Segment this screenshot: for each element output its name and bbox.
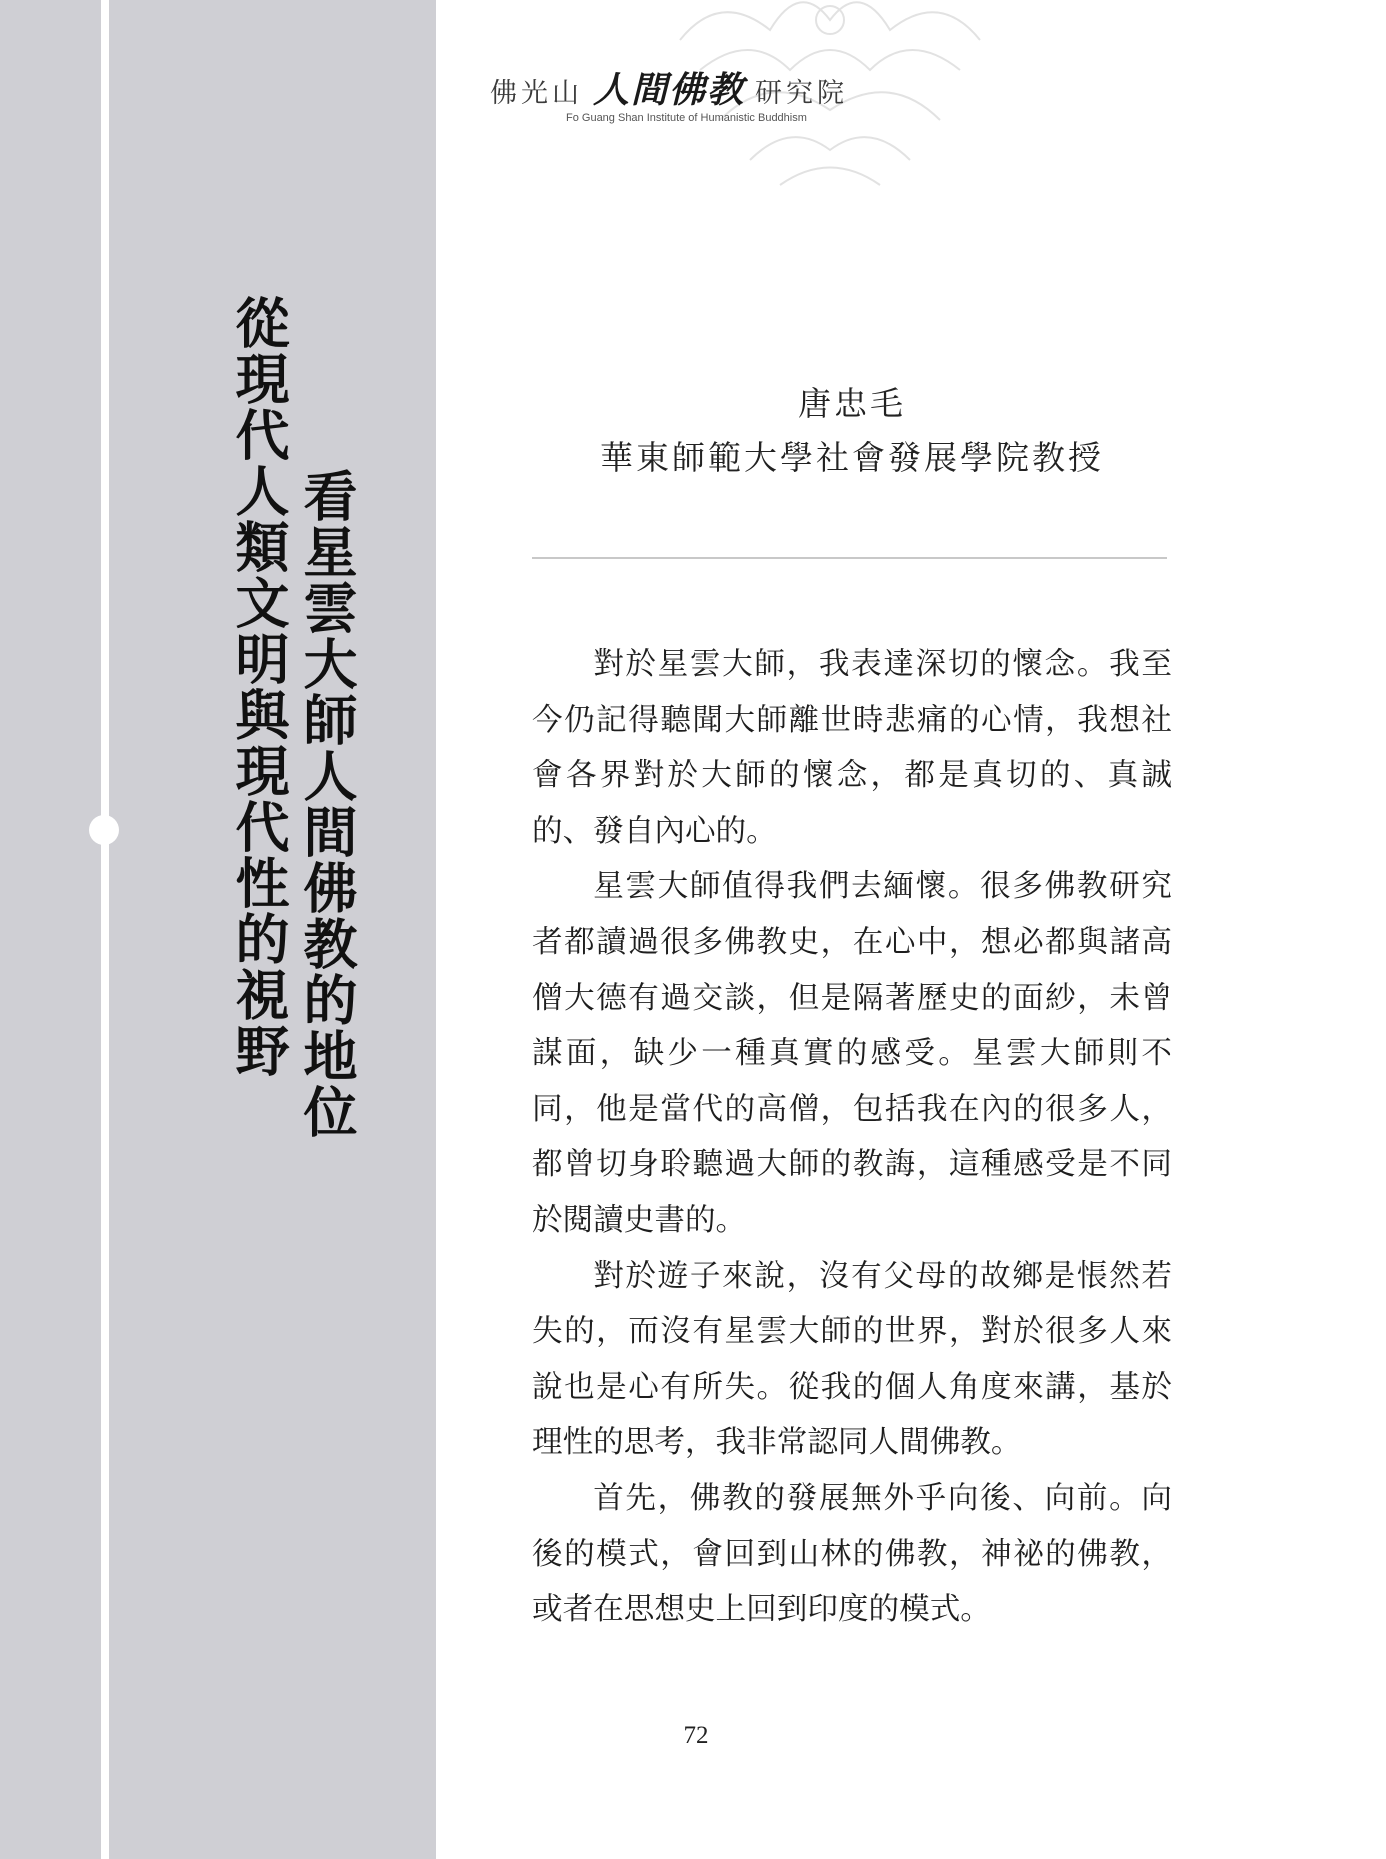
paragraph: 星雲大師值得我們去緬懷。很多佛教研究者都讀過很多佛教史，在心中，想必都與諸高僧大德有過交談，但是隔著歷史的面紗，未曾謀面，缺少一種真實的感受。星雲大師則不同，他是當代的高僧，包括我在內的很多人，都曾切身聆聽過大師的教誨，這種感受是不同於閱讀史書的。 <box>532 869 1172 1238</box>
paragraph: 對於星雲大師，我表達深切的懷念。我至今仍記得聽聞大師離世時悲痛的心情，我想社會各界對於大師的懷念，都是真切的、真誠的、發自內心的。 <box>532 647 1172 849</box>
article-body <box>532 637 1172 1638</box>
institute-brand: 人間佛教 <box>593 69 746 111</box>
sidebar-dot <box>89 815 119 845</box>
institute-suffix: 研究院 <box>755 78 849 109</box>
author-affiliation: 華東師範大學社會發展學院教授 <box>600 438 1104 477</box>
sidebar-rule <box>101 0 109 1859</box>
divider <box>532 557 1167 559</box>
institute-header <box>490 62 910 132</box>
paragraph: 首先，佛教的發展無外乎向後、向前。向後的模式，會回到山林的佛教，神祕的佛教，或者在思想史上回到印度的模式。 <box>532 1480 1172 1628</box>
page-number: 72 <box>683 1722 709 1749</box>
article-title: 看星雲大師人間佛教的地位 <box>295 468 359 1140</box>
institute-prefix: 佛光山 <box>490 78 583 109</box>
sidebar-band <box>0 0 436 1859</box>
author-name: 唐忠毛 <box>798 384 906 423</box>
article-subtitle: 從現代人類文明與現代性的視野 <box>227 295 291 1079</box>
institute-english-name: Fo Guang Shan Institute of Humanistic Buddhism <box>566 112 807 124</box>
paragraph: 對於遊子來說，沒有父母的故鄉是悵然若失的，而沒有星雲大師的世界，對於很多人來說也是心有所失。從我的個人角度來講，基於理性的思考，我非常認同人間佛教。 <box>532 1258 1172 1461</box>
